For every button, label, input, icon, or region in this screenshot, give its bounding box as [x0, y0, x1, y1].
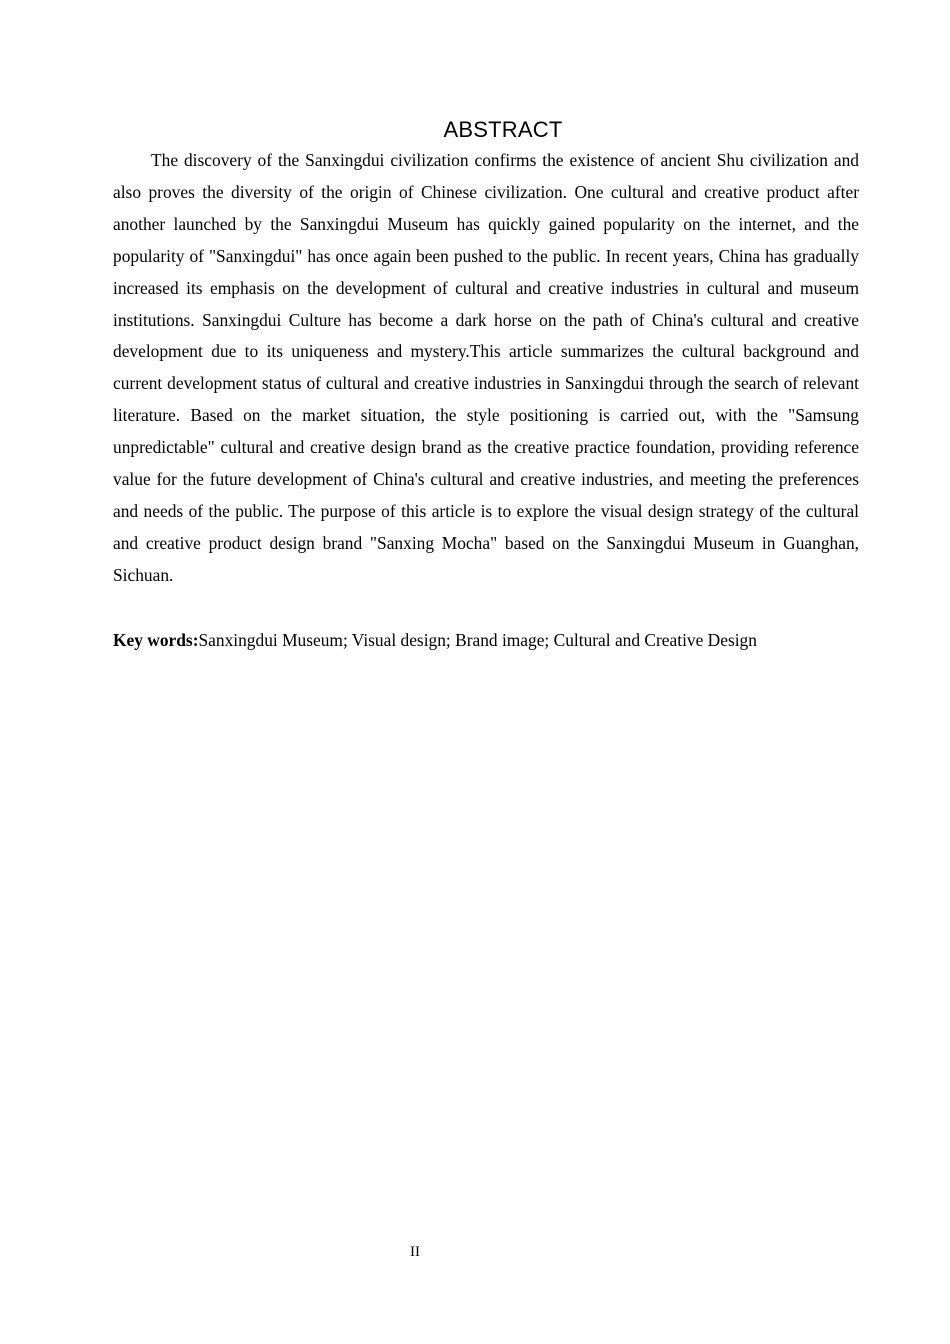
keywords-value: Sanxingdui Museum; Visual design; Brand image; Cultural and Creative Design [198, 630, 757, 650]
page-number: II [410, 1244, 420, 1260]
keywords-label: Key words: [113, 630, 199, 650]
keywords-line [113, 625, 859, 657]
abstract-paragraph: The discovery of the Sanxingdui civilization confirms the existence of ancient Shu civilization and also proves the diversity of the origin of Chinese civilization. One cultural and creative product after another launched by the Sanxingdui Museum has quickly gained popularity on the internet, and the popularity of "Sanxingdui" has once again been pushed to the public. In recent years, China has gradually increased its emphasis on the development of cultural and creative industries in cultural and museum institutions. Sanxingdui Culture has become a dark horse on the path of China's cultural and creative development due to its uniqueness and mystery.This article summarizes the cultural background and current development status of cultural and creative industries in Sanxingdui through the search of relevant literature. Based on the market situation, the style positioning is carried out, with the "Samsung unpredictable" cultural and creative design brand as the creative practice foundation, providing reference value for the future development of China's cultural and creative industries, and meeting the preferences and needs of the public. The purpose of this article is to explore the visual design strategy of the cultural and creative product design brand "Sanxing Mocha" based on the Sanxingdui Museum in Guanghan, Sichuan. [113, 150, 859, 585]
abstract-heading: ABSTRACT [443, 117, 563, 142]
